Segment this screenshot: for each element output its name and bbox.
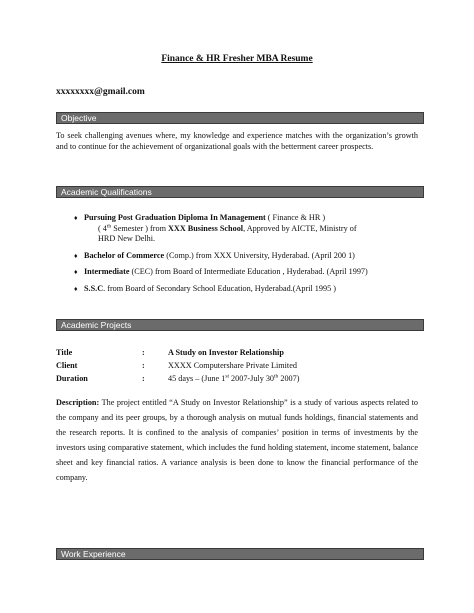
- diamond-bullet-icon: ♦: [74, 251, 78, 260]
- diamond-bullet-icon: ♦: [74, 268, 78, 276]
- list-item: ♦ Intermediate (CEC) from Board of Intermediate Education , Hyderabad. (April 1997): [74, 267, 368, 276]
- qualification-title: Bachelor of Commerce: [84, 250, 165, 260]
- email-address: xxxxxxxx@gmail.com: [56, 87, 145, 97]
- project-duration: 45 days – (June 1st 2007-July 30th 2007): [168, 373, 300, 383]
- diamond-bullet-icon: ♦: [74, 214, 78, 222]
- list-item: ♦ Pursuing Post Graduation Diploma In Management ( Finance & HR ) ( 4th Semester ) from XXX Business School, Approved by AICTE, Ministry of HRD New Delhi.: [74, 213, 357, 243]
- project-description: Description: The project entitled “A Study on Investor Relationship” is a study of various aspects related to the company and its peer groups, by a thorough analysis on mutual funds holdings, financial statements and the research reports. It is confined to the analysis of companies’ position in terms of investments by the investors using comparative statement, which includes the fund holding statement, income statement, balance sheet and key financial ratios. A variance analysis is been done to know the financial performance of the company.: [56, 398, 418, 482]
- qualification-title: Pursuing Post Graduation Diploma In Management: [84, 213, 266, 222]
- section-header-work-experience: Work Experience: [56, 548, 424, 560]
- qualification-title: Intermediate: [84, 267, 130, 276]
- resume-page: Finance & HR Fresher MBA Resume xxxxxxxx@gmail.com Objective To seek challenging avenues where, my knowledge and experience matches with the organization’s growth and to continue for the achievement of organizational goals with the betterment career prospects. Academic Qualifications ♦ Pursuing Post Graduation Diploma In Management ( Finance & HR ) ( 4th Semester ) from XXX Business School, Approved by AICTE, Ministry of HRD New Delhi. ♦ Bachelor of Commerce (Comp.) from XXX University, Hyderabad. (April 200 1) ♦ Intermediate (CEC) from Board of Intermediate Education , Hyderabad. (April 1997) ♦ S.S.C. from Board of Secondary School Education, Hyderabad.(April 1995 ) Academic Projects Title : A Study on Investor Relationship Client : XXXX Computershare Private Limited Duration : 45 days – (June 1st 2007-July 30th 2007) Description: The project entitled “A Study on Investor Relationship” is a study of various aspects related to the company and its peer groups, by a thorough analysis on mutual funds holdings, financial statements and the research reports. It is confined to the analysis of companies’ position in terms of investments by the investors using comparative statement, which includes the fund holding statement, income statement, balance sheet and key financial ratios. A variance analysis is been done to know the financial performance of the company. Work Experience: [0, 0, 474, 613]
- qualification-title: S.S.C: [84, 283, 104, 293]
- objective-text: To seek challenging avenues where, my knowledge and experience matches with the organization’s growth and to continue for the achievement of organizational goals with the betterment career prospects.: [56, 131, 418, 151]
- list-item: ♦ Bachelor of Commerce (Comp.) from XXX University, Hyderabad. (April 200 1): [74, 250, 355, 260]
- section-header-academic-projects: Academic Projects: [56, 319, 424, 331]
- diamond-bullet-icon: ♦: [74, 284, 78, 293]
- qualifications-list: [60, 213, 422, 298]
- project-title: A Study on Investor Relationship: [168, 348, 284, 357]
- document-title: Finance & HR Fresher MBA Resume: [161, 54, 313, 64]
- section-header-objective: Objective: [56, 112, 424, 124]
- list-item: ♦ S.S.C. from Board of Secondary School Education, Hyderabad.(April 1995 ): [74, 283, 336, 293]
- project-client: XXXX Computershare Private Limited: [168, 361, 297, 370]
- section-header-academic-qualifications: Academic Qualifications: [56, 186, 424, 198]
